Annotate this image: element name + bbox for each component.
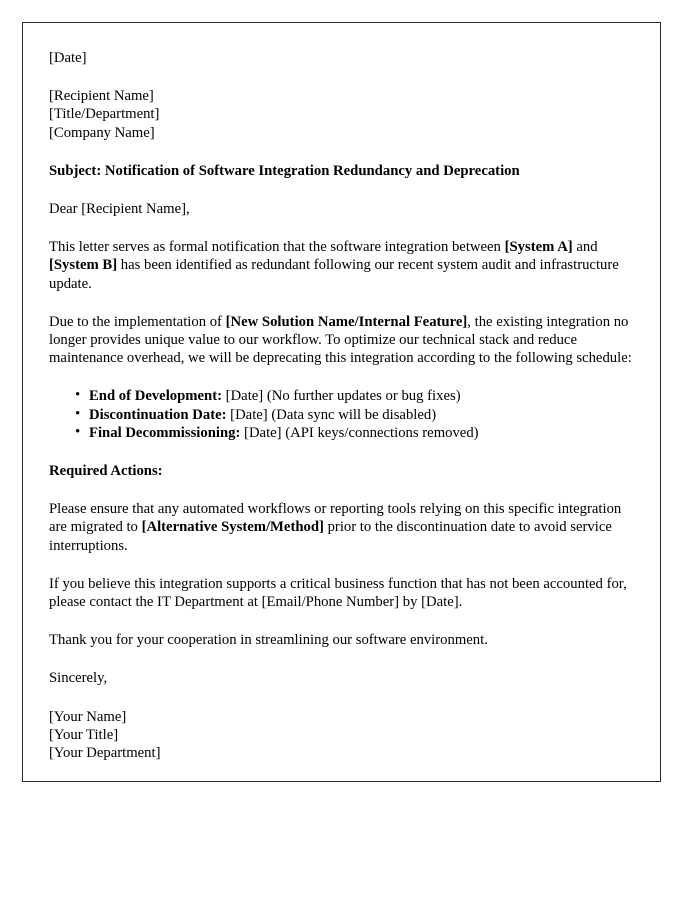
spacer	[49, 442, 632, 462]
schedule-label-end-of-development: End of Development:	[89, 388, 222, 405]
para2-text-1: Due to the implementation of	[49, 313, 226, 330]
para1-text-2: and	[572, 239, 598, 256]
letter-body	[23, 23, 660, 762]
required-actions-heading: Required Actions:	[49, 463, 163, 480]
spacer	[49, 67, 632, 87]
signature-title: [Your Title]	[49, 726, 119, 743]
list-item	[89, 387, 632, 405]
list-item	[89, 424, 632, 442]
recipient-name: [Recipient Name]	[49, 88, 154, 105]
salutation: Dear [Recipient Name],	[49, 201, 190, 218]
recipient-address-block	[49, 87, 632, 142]
spacer	[49, 293, 632, 313]
spacer	[49, 555, 632, 575]
spacer	[49, 480, 632, 500]
spacer	[49, 649, 632, 669]
recipient-company: [Company Name]	[49, 124, 155, 141]
new-solution-placeholder: [New Solution Name/Internal Feature]	[225, 313, 468, 330]
para3-text-2: prior to the discontinuation date to avoid service interruptions.	[49, 519, 612, 554]
spacer	[49, 180, 632, 200]
signature-name: [Your Name]	[49, 708, 127, 725]
schedule-label-final-decommissioning: Final Decommissioning:	[89, 424, 241, 441]
date-block	[49, 49, 632, 67]
recipient-title-department: [Title/Department]	[49, 106, 160, 123]
subject-line: Subject: Notification of Software Integration Redundancy and Deprecation	[49, 162, 520, 179]
paragraph-migration-instructions	[49, 500, 632, 555]
list-item	[89, 406, 632, 424]
spacer	[49, 367, 632, 387]
signature-department: [Your Department]	[49, 745, 161, 762]
paragraph-deprecation-rationale	[49, 313, 632, 368]
alternative-system-placeholder: [Alternative System/Method]	[141, 519, 324, 536]
system-a-placeholder: [System A]	[504, 239, 573, 256]
para1-text-3: has been identified as redundant following our recent system audit and infrastructure update.	[49, 257, 619, 292]
system-b-placeholder: [System B]	[49, 257, 118, 274]
para2-text-2: , the existing integration no longer provides unique value to our workflow. To optimize our technical stack and reduce maintenance overhead, we will be deprecating this integration according to the following schedule:	[49, 313, 632, 367]
signature-block	[49, 708, 632, 763]
deprecation-schedule-list	[49, 387, 632, 442]
paragraph-critical-function-contact: If you believe this integration supports a critical business function that has not been accounted for, please contact the IT Department at [Email/Phone Number] by [Date].	[49, 575, 627, 611]
spacer	[49, 688, 632, 708]
document-page-frame	[22, 22, 661, 782]
para1-text-1: This letter serves as formal notification that the software integration between	[49, 239, 505, 256]
schedule-value-discontinuation-date: [Date] (Data sync will be disabled)	[226, 406, 437, 423]
paragraph-redundancy-notice	[49, 238, 632, 293]
spacer	[49, 611, 632, 631]
para3-text-1: Please ensure that any automated workflows or reporting tools relying on this specific integration are migrated to	[49, 501, 622, 536]
spacer	[49, 218, 632, 238]
schedule-label-discontinuation-date: Discontinuation Date:	[89, 406, 227, 423]
schedule-value-final-decommissioning: [Date] (API keys/connections removed)	[240, 424, 479, 441]
paragraph-thank-you: Thank you for your cooperation in streamlining our software environment.	[49, 632, 488, 649]
date-placeholder: [Date]	[49, 50, 87, 66]
spacer	[49, 142, 632, 162]
closing-salutation: Sincerely,	[49, 670, 108, 687]
schedule-value-end-of-development: [Date] (No further updates or bug fixes)	[222, 388, 461, 405]
